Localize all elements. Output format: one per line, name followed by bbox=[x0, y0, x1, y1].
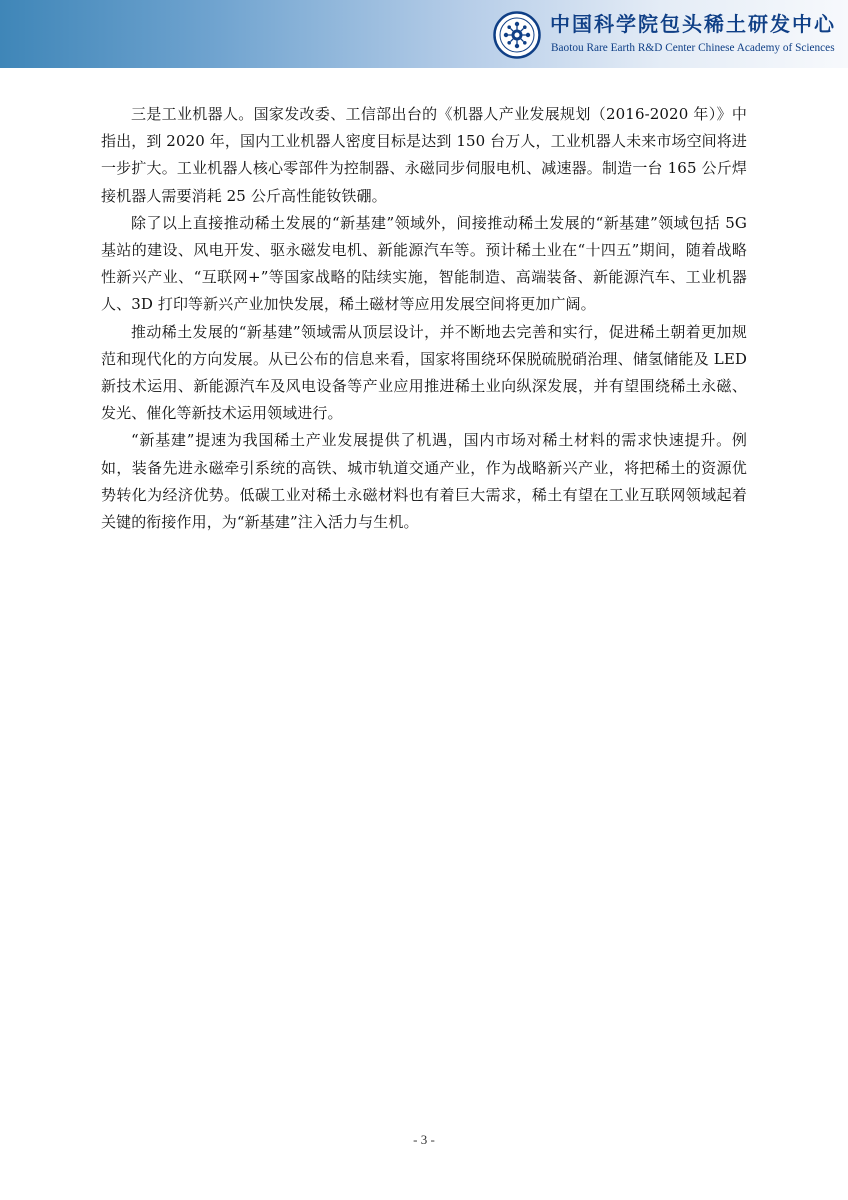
paragraph-indirect-fields: 除了以上直接推动稀土发展的“新基建”领域外，间接推动稀土发展的“新基建”领域包括 5G 基站的建设、风电开发、驱永磁发电机、新能源汽车等。预计稀土业在“十四五”期间，随着战略性新兴产业、“互联网+”等国家战略的陆续实施，智能制造、高端装备、新能源汽车、工业机器人、3D 打印等新兴产业加快发展，稀土磁材等应用发展空间将更加广阔。 bbox=[101, 213, 747, 314]
organization-name-chinese: 中国科学院包头稀土研发中心 bbox=[550, 12, 836, 36]
organization-name-english: Baotou Rare Earth R&D Center Chinese Academy of Sciences bbox=[551, 42, 835, 54]
page-number: - 3 - bbox=[413, 1132, 435, 1147]
paragraph-opportunities: “新基建”提速为我国稀土产业发展提供了机遇，国内市场对稀土材料的需求快速提升。例如，装备先进永磁牵引系统的高铁、城市轨道交通产业，作为战略新兴产业，将把稀土的资源优势转化为经济优势。低碳工业对稀土永磁材料也有着巨大需求，稀土有望在工业互联网领域起着关键的衔接作用，为“新基建”注入活力与生机。 bbox=[101, 431, 747, 532]
cas-emblem-icon bbox=[493, 11, 541, 59]
paragraph-top-level-design: 推动稀土发展的“新基建”领域需从顶层设计，并不断地去完善和实行，促进稀土朝着更加规范和现代化的方向发展。从已公布的信息来看，国家将围绕环保脱硫脱硝治理、储氢储能及 LED 新技术运用、新能源汽车及风电设备等产业应用推进稀土业向纵深发展，并有望围绕稀土永磁、发光、催化等新技术运用领域进行。 bbox=[101, 322, 747, 423]
paragraph-industrial-robots: 三是工业机器人。国家发改委、工信部出台的《机器人产业发展规划（2016-2020 年）》中指出，到 2020 年，国内工业机器人密度目标是达到 150 台万人，工业机器人未来市场空间将进一步扩大。工业机器人核心零部件为控制器、永磁同步伺服电机、减速器。制造一台 165 公斤焊接机器人需要消耗 25 公斤高性能钕铁硼。 bbox=[101, 105, 747, 205]
document-body bbox=[101, 101, 747, 536]
